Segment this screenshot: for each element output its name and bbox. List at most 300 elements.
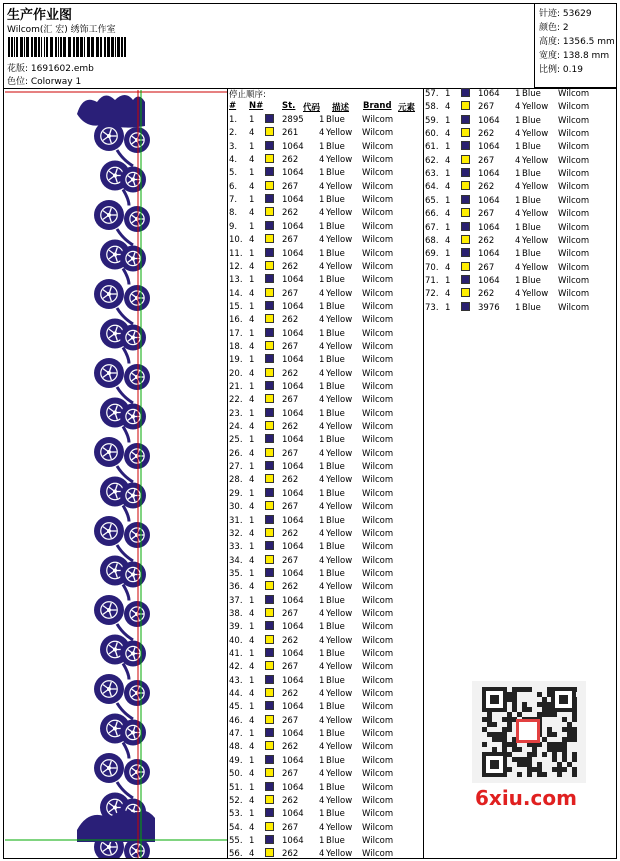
stop-stitches: 1064 <box>282 568 304 579</box>
stop-stitches: 267 <box>282 502 299 513</box>
color-swatch <box>265 341 274 350</box>
stop-index: 18. <box>229 341 243 352</box>
stop-desc: Yellow <box>326 422 353 433</box>
qr-module <box>557 772 562 777</box>
qr-module <box>542 697 547 702</box>
stop-desc: Blue <box>522 115 541 126</box>
stop-code: 1 <box>515 275 521 286</box>
stop-stitches: 1064 <box>282 248 304 259</box>
stop-brand: Wilcom <box>362 568 394 579</box>
color-swatch <box>265 114 274 123</box>
stop-code: 1 <box>319 115 325 125</box>
stop-row <box>229 288 429 301</box>
colorway-label: 色位: Colorway 1 <box>7 77 82 87</box>
stop-stitches: 267 <box>282 235 299 246</box>
stop-brand: Wilcom <box>362 795 394 806</box>
stop-needle: 4 <box>249 261 255 272</box>
stop-stitches: 267 <box>282 395 299 406</box>
stop-code: 4 <box>319 448 325 459</box>
stop-desc: Blue <box>326 782 345 793</box>
stop-row <box>229 835 429 848</box>
qr-module <box>537 767 542 772</box>
stop-index: 45. <box>229 702 243 713</box>
stop-index: 10. <box>229 235 243 246</box>
qr-module <box>547 732 552 737</box>
stop-index: 47. <box>229 729 243 740</box>
stop-code: 4 <box>319 208 325 219</box>
stop-needle: 1 <box>445 249 451 260</box>
stop-brand: Wilcom <box>558 249 590 260</box>
stop-index: 6. <box>229 181 238 192</box>
stop-brand: Wilcom <box>362 555 394 566</box>
stop-row <box>229 368 429 381</box>
stop-stitches: 1064 <box>478 222 500 233</box>
stop-needle: 4 <box>249 715 255 726</box>
stop-stitches: 267 <box>282 822 299 833</box>
stop-brand: Wilcom <box>362 715 394 726</box>
stop-code: 4 <box>319 582 325 593</box>
stop-needle: 4 <box>249 448 255 459</box>
stop-index: 38. <box>229 608 243 619</box>
qr-module <box>527 772 532 777</box>
stop-row <box>229 461 429 474</box>
stop-brand: Wilcom <box>558 222 590 233</box>
stop-code: 1 <box>319 462 325 473</box>
stop-row <box>229 328 429 341</box>
qr-module <box>502 727 507 732</box>
qr-module <box>537 762 542 767</box>
stop-brand: Wilcom <box>362 822 394 833</box>
stop-stitches: 1064 <box>282 649 304 659</box>
qr-module <box>512 687 517 692</box>
stop-index: 24. <box>229 422 243 433</box>
embroidery-design-preview <box>5 90 227 858</box>
stop-needle: 1 <box>249 488 255 499</box>
color-swatch <box>265 207 274 216</box>
stop-index: 11. <box>229 248 243 259</box>
stop-desc: Blue <box>326 382 345 392</box>
stop-brand: Wilcom <box>362 195 394 206</box>
qr-module <box>512 702 517 707</box>
stop-code: 4 <box>319 395 325 406</box>
stop-index: 66. <box>425 209 439 220</box>
qr-module <box>567 737 572 742</box>
stop-stitches: 262 <box>282 635 299 646</box>
stop-stitches: 1064 <box>478 195 500 206</box>
flower-center <box>107 292 111 296</box>
stop-brand: Wilcom <box>362 341 394 352</box>
stop-code: 4 <box>319 235 325 246</box>
stop-stitches: 267 <box>478 262 495 273</box>
stop-code: 4 <box>319 795 325 806</box>
stop-desc: Blue <box>326 301 345 312</box>
stop-brand: Wilcom <box>362 689 394 700</box>
design-divider <box>227 88 228 859</box>
stop-index: 73. <box>425 302 439 313</box>
stop-index: 3. <box>229 141 238 152</box>
stop-code: 1 <box>515 222 521 233</box>
stop-stitches: 262 <box>282 422 299 433</box>
stop-stitches: 267 <box>282 555 299 566</box>
qr-module <box>527 752 532 757</box>
stop-brand: Wilcom <box>362 328 394 339</box>
stop-brand: Wilcom <box>362 355 394 366</box>
stop-row <box>229 595 429 608</box>
stop-stitches: 262 <box>282 208 299 219</box>
stop-stitches: 262 <box>282 528 299 539</box>
stop-stitches: 267 <box>282 288 299 299</box>
stop-stitches: 262 <box>478 182 495 193</box>
stop-code: 4 <box>319 555 325 566</box>
stop-row <box>229 795 429 808</box>
stop-brand: Wilcom <box>362 141 394 152</box>
stop-desc: Yellow <box>326 502 353 513</box>
stop-stitches: 1064 <box>282 195 304 206</box>
qr-module <box>527 707 532 712</box>
col-header-st: St. <box>282 101 296 111</box>
stop-code: 1 <box>319 595 325 606</box>
stop-needle: 4 <box>249 235 255 246</box>
stop-index: 23. <box>229 408 243 419</box>
stop-desc: Yellow <box>522 289 549 300</box>
qr-module <box>487 722 492 727</box>
studio-name: Wilcom(汇 宏) 绣饰工作室 <box>7 25 116 35</box>
stop-needle: 4 <box>445 289 451 300</box>
stop-code: 1 <box>319 488 325 499</box>
stop-brand: Wilcom <box>362 155 394 166</box>
col-header-brand: Brand <box>363 101 392 111</box>
stop-desc: Yellow <box>326 341 353 352</box>
qr-module <box>517 772 522 777</box>
qr-module <box>542 737 547 742</box>
stop-needle: 1 <box>249 382 255 392</box>
stop-brand: Wilcom <box>558 262 590 273</box>
stop-stitches: 261 <box>282 128 299 139</box>
stop-brand: Wilcom <box>362 448 394 459</box>
stop-index: 32. <box>229 528 243 539</box>
color-swatch <box>461 262 470 271</box>
stop-desc: Yellow <box>326 689 353 700</box>
qr-module <box>557 747 562 752</box>
color-swatch <box>461 208 470 217</box>
stop-brand: Wilcom <box>362 488 394 499</box>
color-swatch <box>265 621 274 630</box>
stop-stitches: 1064 <box>282 488 304 499</box>
stop-needle: 1 <box>445 115 451 126</box>
connecting-vine <box>123 664 129 680</box>
stop-needle: 4 <box>249 582 255 593</box>
stop-brand: Wilcom <box>362 168 394 179</box>
stop-stitches: 262 <box>478 235 495 246</box>
stop-brand: Wilcom <box>362 782 394 793</box>
flower-center <box>113 332 117 336</box>
stop-row <box>425 181 620 194</box>
stop-desc: Yellow <box>326 235 353 246</box>
stop-desc: Blue <box>326 675 345 686</box>
stop-code: 1 <box>319 382 325 392</box>
stop-row <box>229 234 429 247</box>
col-header-num: # <box>229 101 237 111</box>
stop-index: 44. <box>229 689 243 700</box>
qr-module <box>512 707 517 712</box>
stop-stitches: 262 <box>282 261 299 272</box>
watermark-text: 6xiu.com <box>475 786 577 810</box>
stop-needle: 1 <box>445 195 451 206</box>
stop-brand: Wilcom <box>362 502 394 513</box>
page-title: 生产作业图 <box>7 8 73 23</box>
stop-brand: Wilcom <box>362 635 394 646</box>
col-header-code: 代码 <box>303 103 321 113</box>
stop-row <box>425 235 620 248</box>
stop-needle: 4 <box>445 129 451 140</box>
stop-desc: Yellow <box>326 795 353 806</box>
stop-brand: Wilcom <box>362 115 394 125</box>
qr-module <box>542 752 547 757</box>
stop-desc: Yellow <box>522 235 549 246</box>
stop-index: 58. <box>425 102 439 113</box>
stop-desc: Yellow <box>326 315 353 326</box>
color-swatch <box>461 248 470 257</box>
color-swatch <box>265 755 274 764</box>
color-swatch <box>265 434 274 443</box>
color-swatch <box>265 595 274 604</box>
stop-brand: Wilcom <box>362 662 394 673</box>
stop-code: 1 <box>319 301 325 312</box>
stop-desc: Yellow <box>326 662 353 673</box>
color-swatch <box>265 848 274 857</box>
stop-desc: Blue <box>326 115 345 125</box>
stop-needle: 1 <box>249 168 255 179</box>
stop-index: 5. <box>229 168 238 179</box>
stop-row <box>229 541 429 554</box>
stop-needle: 4 <box>249 475 255 486</box>
stop-needle: 1 <box>249 595 255 606</box>
stop-desc: Yellow <box>326 288 353 299</box>
flower-center <box>131 257 135 261</box>
stop-row <box>425 208 620 221</box>
qr-module <box>547 712 552 717</box>
stop-needle: 4 <box>249 315 255 326</box>
stop-code: 4 <box>319 475 325 486</box>
qr-module <box>552 732 557 737</box>
qr-module <box>507 712 512 717</box>
qr-module <box>522 687 527 692</box>
stop-row <box>425 141 620 154</box>
stop-brand: Wilcom <box>362 528 394 539</box>
stop-code: 4 <box>319 422 325 433</box>
stop-brand: Wilcom <box>362 462 394 473</box>
stop-needle: 1 <box>249 355 255 366</box>
stop-index: 25. <box>229 435 243 446</box>
stop-brand: Wilcom <box>362 849 394 860</box>
color-swatch <box>461 128 470 137</box>
stop-row <box>229 768 429 781</box>
stop-code: 1 <box>319 782 325 793</box>
stop-desc: Blue <box>326 195 345 206</box>
stop-desc: Yellow <box>326 555 353 566</box>
stop-desc: Blue <box>326 755 345 766</box>
stop-desc: Blue <box>326 435 345 446</box>
stop-row <box>425 128 620 141</box>
stop-needle: 1 <box>249 568 255 579</box>
color-swatch <box>461 101 470 110</box>
stop-row <box>229 661 429 674</box>
stop-stitches: 262 <box>478 129 495 140</box>
bottom-border-motif <box>77 811 155 842</box>
qr-module <box>507 722 512 727</box>
color-swatch <box>265 368 274 377</box>
stop-row <box>229 728 429 741</box>
stop-index: 28. <box>229 475 243 486</box>
connecting-vine <box>123 506 129 522</box>
stop-brand: Wilcom <box>558 302 590 313</box>
stop-needle: 4 <box>249 528 255 539</box>
stop-index: 33. <box>229 542 243 553</box>
stop-row <box>229 141 429 154</box>
color-swatch <box>265 528 274 537</box>
stop-code: 1 <box>515 249 521 260</box>
stop-index: 70. <box>425 262 439 273</box>
stop-desc: Yellow <box>326 448 353 459</box>
barcode <box>8 37 128 57</box>
stop-desc: Blue <box>522 195 541 206</box>
color-swatch <box>265 608 274 617</box>
stop-stitches: 1064 <box>282 595 304 606</box>
color-swatch <box>265 715 274 724</box>
flower-center <box>131 415 135 419</box>
qr-module <box>502 717 507 722</box>
qr-module <box>482 742 487 747</box>
stop-index: 21. <box>229 382 243 392</box>
flower-center <box>113 253 117 257</box>
stop-brand: Wilcom <box>558 129 590 140</box>
stop-desc: Blue <box>522 302 541 313</box>
stop-needle: 1 <box>249 462 255 473</box>
color-swatch <box>265 661 274 670</box>
stop-desc: Yellow <box>326 475 353 486</box>
stop-code: 1 <box>319 355 325 366</box>
stop-code: 4 <box>319 822 325 833</box>
qr-module <box>567 727 572 732</box>
qr-module <box>512 692 517 697</box>
stop-stitches: 262 <box>282 742 299 753</box>
stop-code: 1 <box>319 328 325 339</box>
color-swatch <box>265 261 274 270</box>
stop-needle: 4 <box>249 769 255 780</box>
color-swatch <box>265 728 274 737</box>
stop-needle: 4 <box>249 368 255 379</box>
stop-needle: 4 <box>249 208 255 219</box>
stop-needle: 4 <box>249 502 255 513</box>
stop-stitches: 267 <box>478 102 495 113</box>
stop-index: 68. <box>425 235 439 246</box>
stop-index: 1. <box>229 115 238 125</box>
stop-desc: Blue <box>326 515 345 526</box>
stop-index: 64. <box>425 182 439 193</box>
stop-index: 22. <box>229 395 243 406</box>
qr-module <box>572 737 577 742</box>
stop-code: 1 <box>319 275 325 286</box>
stop-brand: Wilcom <box>362 395 394 406</box>
stop-stitches: 1064 <box>478 115 500 126</box>
stop-index: 36. <box>229 582 243 593</box>
qr-module <box>507 727 512 732</box>
stop-index: 59. <box>425 115 439 126</box>
stop-brand: Wilcom <box>558 102 590 113</box>
stop-brand: Wilcom <box>362 181 394 192</box>
color-swatch <box>265 768 274 777</box>
stop-index: 8. <box>229 208 238 219</box>
color-swatch <box>265 461 274 470</box>
stop-row <box>425 302 620 315</box>
stop-brand: Wilcom <box>362 368 394 379</box>
stop-brand: Wilcom <box>362 408 394 419</box>
stop-desc: Blue <box>326 568 345 579</box>
stop-needle: 4 <box>249 128 255 139</box>
stop-brand: Wilcom <box>558 182 590 193</box>
color-swatch <box>265 555 274 564</box>
stop-row <box>229 221 429 234</box>
stop-row <box>229 341 429 354</box>
stop-code: 1 <box>319 248 325 259</box>
stop-stitches: 267 <box>282 715 299 726</box>
stop-desc: Blue <box>326 248 345 259</box>
flower-center <box>107 371 111 375</box>
color-swatch <box>265 408 274 417</box>
stop-brand: Wilcom <box>362 315 394 326</box>
stop-code: 4 <box>319 715 325 726</box>
qr-module <box>572 732 577 737</box>
color-swatch <box>265 648 274 657</box>
stop-desc: Yellow <box>326 582 353 593</box>
stop-index: 57. <box>425 89 439 99</box>
stop-index: 62. <box>425 155 439 166</box>
color-swatch <box>265 835 274 844</box>
color-swatch <box>265 488 274 497</box>
stop-brand: Wilcom <box>362 515 394 526</box>
qr-module <box>532 747 537 752</box>
stop-brand: Wilcom <box>362 622 394 633</box>
qr-module <box>507 767 512 772</box>
stop-index: 16. <box>229 315 243 326</box>
stop-index: 26. <box>229 448 243 459</box>
qr-module <box>527 762 532 767</box>
qr-module <box>552 712 557 717</box>
qr-module <box>537 772 542 777</box>
stop-stitches: 1064 <box>282 622 304 633</box>
qr-module <box>552 757 557 762</box>
stop-row <box>229 434 429 447</box>
color-swatch <box>265 581 274 590</box>
stop-stitches: 1064 <box>282 275 304 286</box>
stop-brand: Wilcom <box>362 675 394 686</box>
stop-row <box>425 275 620 288</box>
stop-brand: Wilcom <box>558 289 590 300</box>
qr-module <box>567 762 572 767</box>
stop-row <box>229 755 429 768</box>
qr-module <box>512 747 517 752</box>
stop-code: 1 <box>515 142 521 153</box>
stop-index: 61. <box>425 142 439 153</box>
stop-index: 56. <box>229 849 243 860</box>
stop-brand: Wilcom <box>362 301 394 312</box>
qr-module <box>562 747 567 752</box>
stop-row <box>229 474 429 487</box>
stop-index: 31. <box>229 515 243 526</box>
stop-needle: 4 <box>249 689 255 700</box>
stop-needle: 4 <box>445 102 451 113</box>
flower-center <box>113 727 117 731</box>
